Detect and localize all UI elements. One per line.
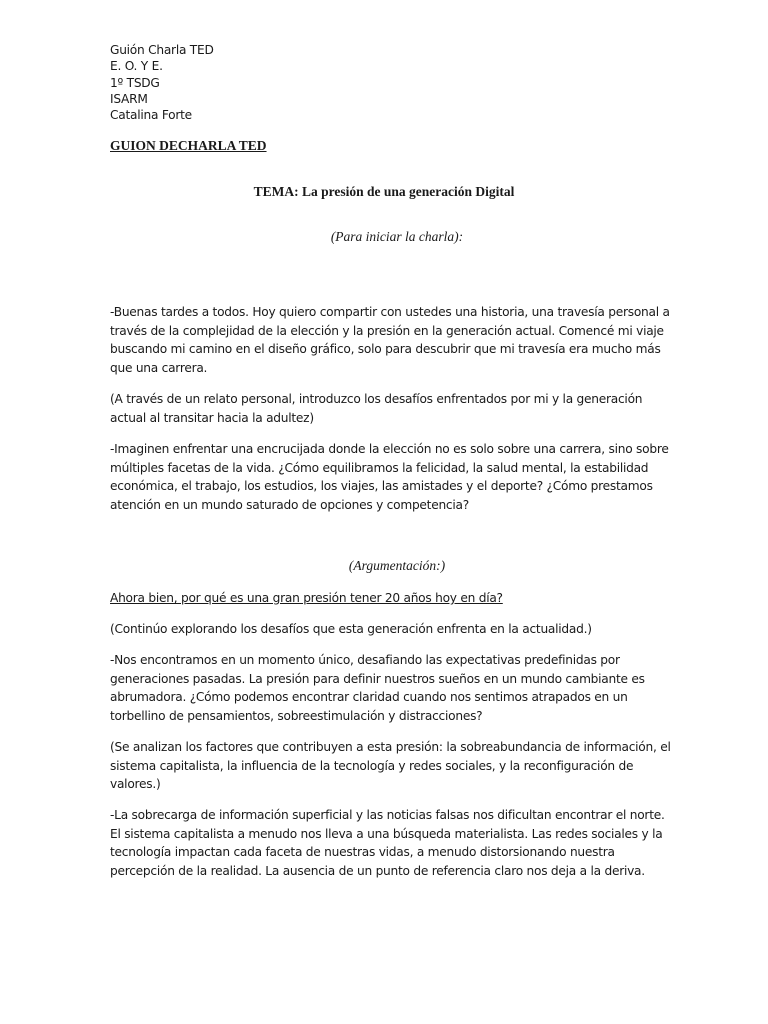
argument-label: (Argumentación:) — [348, 558, 446, 573]
paragraph-line: buscando mi camino en el diseño gráfico, solo para descubrir que mi travesía era mucho más — [110, 342, 661, 356]
paragraph-crossroads — [110, 440, 670, 514]
intro-label: (Para iniciar la charla): — [330, 229, 464, 244]
header-line: Catalina Forte — [110, 108, 192, 123]
paragraph-line: percepción de la realidad. La ausencia de un punto de referencia claro nos deja a la deriva. — [110, 863, 645, 878]
paragraph-line: -Buenas tardes a todos. Hoy quiero compartir con ustedes una historia, una travesía personal a — [110, 305, 670, 319]
paragraph-line: sistema capitalista, la influencia de la tecnología y redes sociales, y la reconfiguración de — [110, 758, 634, 773]
paragraph-line: El sistema capitalista a menudo nos lleva a una búsqueda materialista. Las redes sociales y la — [110, 826, 663, 841]
paragraph-line: (A través de un relato personal, introduzco los desafíos enfrentados por mi y la generación — [110, 392, 643, 406]
paragraph-line: múltiples facetas de la vida. ¿Cómo equilibramos la felicidad, la salud mental, la estabilidad — [110, 460, 649, 475]
topic-prefix: TEMA: — [253, 184, 299, 199]
paragraph-stage-note-2: (Continúo explorando los desafíos que esta generación enfrenta en la actualidad.) — [110, 622, 592, 636]
paragraph-line: económica, el trabajo, los estudios, los viajes, las amistades y el deporte? ¿Cómo prestamos — [110, 479, 653, 493]
paragraph-unique-moment — [110, 651, 670, 725]
paragraph-line: que una carrera. — [110, 360, 208, 375]
paragraph-line: valores.) — [110, 777, 161, 791]
topic-text: La presión de una generación Digital — [298, 184, 515, 199]
paragraph-line: torbellino de pensamientos, sobreestimulación y distracciones? — [110, 708, 483, 723]
paragraph-line: abrumadora. ¿Cómo podemos encontrar claridad cuando nos sentimos atrapados en un — [110, 690, 628, 704]
paragraph-line: generaciones pasadas. La presión para definir nuestros sueños en un mundo cambiante es — [110, 671, 645, 686]
header-line: 1º TSDG — [110, 75, 160, 90]
paragraph-line: actual al transitar hacia la adultez) — [110, 410, 314, 425]
paragraph-intro — [110, 303, 670, 377]
header-line: ISARM — [110, 91, 148, 106]
header-line: Guión Charla TED — [110, 43, 214, 57]
paragraph-line: tecnología impactan cada faceta de nuestras vidas, a menudo distorsionando nuestra — [110, 845, 615, 859]
paragraph-stage-note-3 — [110, 738, 670, 794]
question-heading: Ahora bien, por qué es una gran presión tener 20 años hoy en día? — [110, 591, 503, 605]
paragraph-stage-note-1 — [110, 390, 670, 427]
paragraph-line: (Se analizan los factores que contribuyen a esta presión: la sobreabundancia de información, el — [110, 740, 671, 754]
paragraph-line: -La sobrecarga de información superficial y las noticias falsas nos dificultan encontrar el norte. — [110, 808, 665, 822]
paragraph-line: -Nos encontramos en un momento único, desafiando las expectativas predefinidas por — [110, 653, 620, 667]
paragraph-line: -Imaginen enfrentar una encrucijada donde la elección no es solo sobre una carrera, sino sobre — [110, 442, 669, 456]
paragraph-line: atención en un mundo saturado de opciones y competencia? — [110, 497, 469, 512]
document-header — [110, 42, 214, 123]
header-line: E. O. Y E. — [110, 59, 163, 74]
paragraph-information-overload — [110, 806, 670, 880]
document-title: GUION DECHARLA TED — [110, 138, 267, 153]
paragraph-line: través de la complejidad de la elección y la presión en la generación actual. Comencé mi viaje — [110, 323, 664, 338]
topic-heading — [0, 184, 768, 200]
